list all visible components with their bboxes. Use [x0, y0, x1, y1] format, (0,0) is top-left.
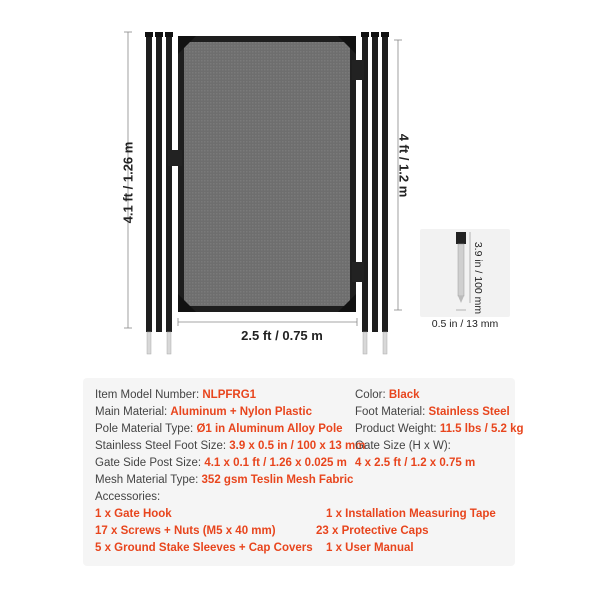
gate-frame	[178, 36, 356, 312]
spec-main-material: Main Material: Aluminum + Nylon Plastic	[95, 406, 312, 418]
spec-model: Item Model Number: NLPFRG1	[95, 389, 257, 401]
gate-hinge-bottom	[352, 262, 364, 282]
spec-mesh-material: Mesh Material Type: 352 gsm Teslin Mesh Fabric	[95, 474, 354, 486]
spec-foot-size: Stainless Steel Foot Size: 3.9 x 0.5 in / 100 x 13 mm	[95, 440, 366, 452]
spec-weight: Product Weight: 11.5 lbs / 5.2 kg	[355, 423, 524, 435]
spec-color: Color: Black	[355, 389, 420, 401]
spec-foot-material: Foot Material: Stainless Steel	[355, 406, 510, 418]
spec-pole-material: Pole Material Type: Ø1 in Aluminum Alloy Pole	[95, 423, 343, 435]
ground-stake-illustration	[456, 232, 470, 310]
stake-length-label: 3.9 in / 100 mm	[472, 241, 484, 315]
accessory-measuring-tape: 1 x Installation Measuring Tape	[326, 508, 496, 520]
left-poles	[145, 32, 173, 354]
right-poles	[361, 32, 389, 354]
accessory-stake-sleeves: 5 x Ground Stake Sleeves + Cap Covers	[95, 542, 313, 554]
spec-accessories-heading: Accessories:	[95, 491, 161, 503]
width-bottom-label: 2.5 ft / 0.75 m	[241, 328, 323, 343]
height-left-label: 4.1 ft / 1.26 m	[120, 141, 136, 224]
height-right-label: 4 ft / 1.2 m	[396, 133, 412, 198]
accessory-screws: 17 x Screws + Nuts (M5 x 40 mm)	[95, 525, 276, 537]
spec-gate-size-label: Gate Size (H x W):	[355, 440, 451, 452]
bottom-width-dimension-line	[178, 318, 357, 326]
accessory-gate-hook: 1 x Gate Hook	[95, 508, 172, 520]
gate-latch	[168, 150, 182, 166]
spec-post-size: Gate Side Post Size: 4.1 x 0.1 ft / 1.26 x 0.025 m	[95, 457, 347, 469]
spec-gate-size-value: 4 x 2.5 ft / 1.2 x 0.75 m	[355, 457, 476, 469]
accessory-user-manual: 1 x User Manual	[326, 542, 414, 554]
accessory-protective-caps: 23 x Protective Caps	[316, 525, 429, 537]
gate-hinge-top	[352, 60, 364, 80]
stake-width-label: 0.5 in / 13 mm	[431, 318, 499, 330]
